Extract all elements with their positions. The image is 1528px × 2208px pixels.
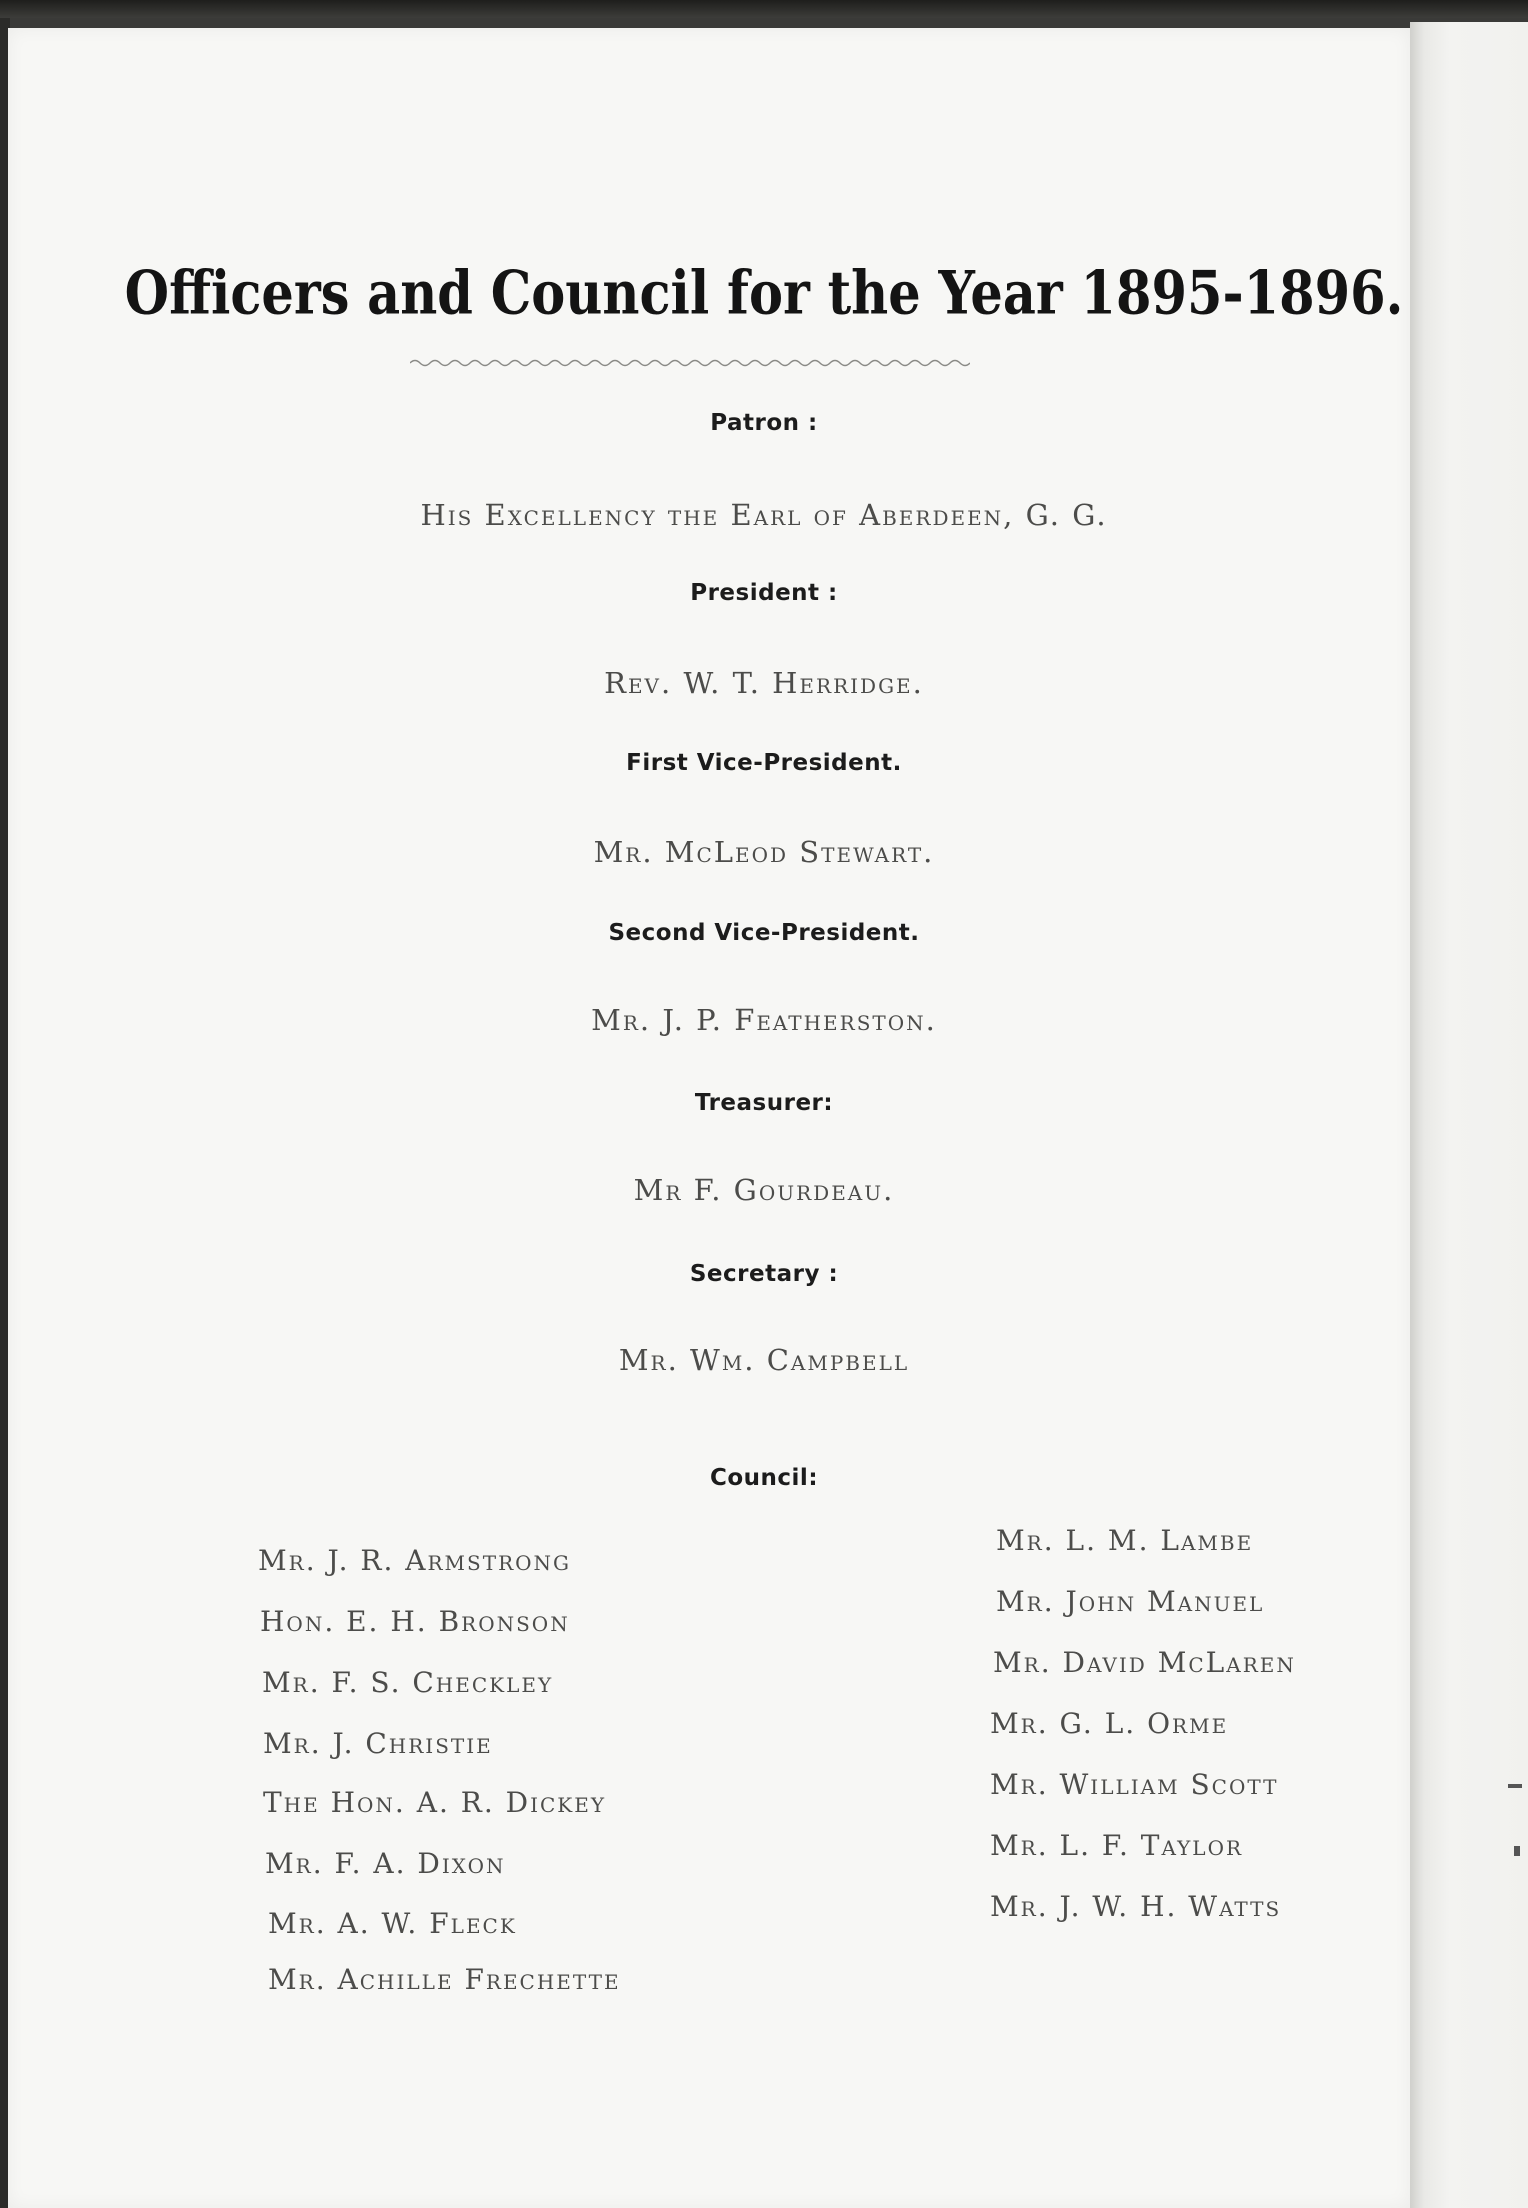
treasurer-heading: Treasurer: bbox=[694, 1090, 834, 1116]
council-member: Mr. William Scott bbox=[990, 1768, 1279, 1801]
president-name: Rev. W. T. Herridge. bbox=[604, 666, 924, 700]
patron-heading: Patron : bbox=[710, 410, 818, 436]
council-member: Mr. Achille Frechette bbox=[268, 1963, 621, 1996]
council-member: Mr. A. W. Fleck bbox=[268, 1907, 517, 1940]
council-member: Mr. F. A. Dixon bbox=[265, 1847, 506, 1880]
patron-name: His Excellency the Earl of Aberdeen, G. G. bbox=[420, 498, 1108, 532]
council-member: Mr. L. F. Taylor bbox=[990, 1829, 1244, 1862]
second-vice-president-name: Mr. J. P. Featherston. bbox=[591, 1003, 937, 1037]
council-heading: Council: bbox=[709, 1465, 819, 1491]
president-heading: President : bbox=[690, 580, 838, 606]
council-member: Mr. J. W. H. Watts bbox=[990, 1890, 1282, 1923]
first-vice-president-name: Mr. McLeod Stewart. bbox=[593, 835, 935, 869]
council-member: Mr. David McLaren bbox=[993, 1646, 1296, 1679]
scan-border-top bbox=[0, 0, 1528, 18]
council-member: Mr. L. M. Lambe bbox=[996, 1524, 1254, 1557]
council-member: The Hon. A. R. Dickey bbox=[263, 1786, 607, 1819]
page-title: Officers and Council for the Year 1895-1896. bbox=[124, 258, 1404, 329]
secretary-name: Mr. Wm. Campbell bbox=[618, 1343, 910, 1377]
council-member: Mr. F. S. Checkley bbox=[262, 1666, 554, 1699]
gutter-mark bbox=[1508, 1784, 1522, 1788]
title-ornament-rule bbox=[410, 356, 970, 370]
second-vice-president-heading: Second Vice-President. bbox=[608, 920, 920, 946]
council-member: Mr. J. R. Armstrong bbox=[258, 1544, 571, 1577]
secretary-heading: Secretary : bbox=[689, 1261, 839, 1287]
first-vice-president-heading: First Vice-President. bbox=[626, 750, 902, 776]
council-member: Hon. E. H. Bronson bbox=[260, 1605, 570, 1638]
council-member: Mr. G. L. Orme bbox=[990, 1707, 1229, 1740]
gutter-mark bbox=[1514, 1846, 1520, 1856]
council-member: Mr. John Manuel bbox=[996, 1585, 1265, 1618]
council-member: Mr. J. Christie bbox=[263, 1727, 493, 1760]
treasurer-name: Mr F. Gourdeau. bbox=[633, 1173, 895, 1207]
document-page bbox=[8, 28, 1410, 2208]
